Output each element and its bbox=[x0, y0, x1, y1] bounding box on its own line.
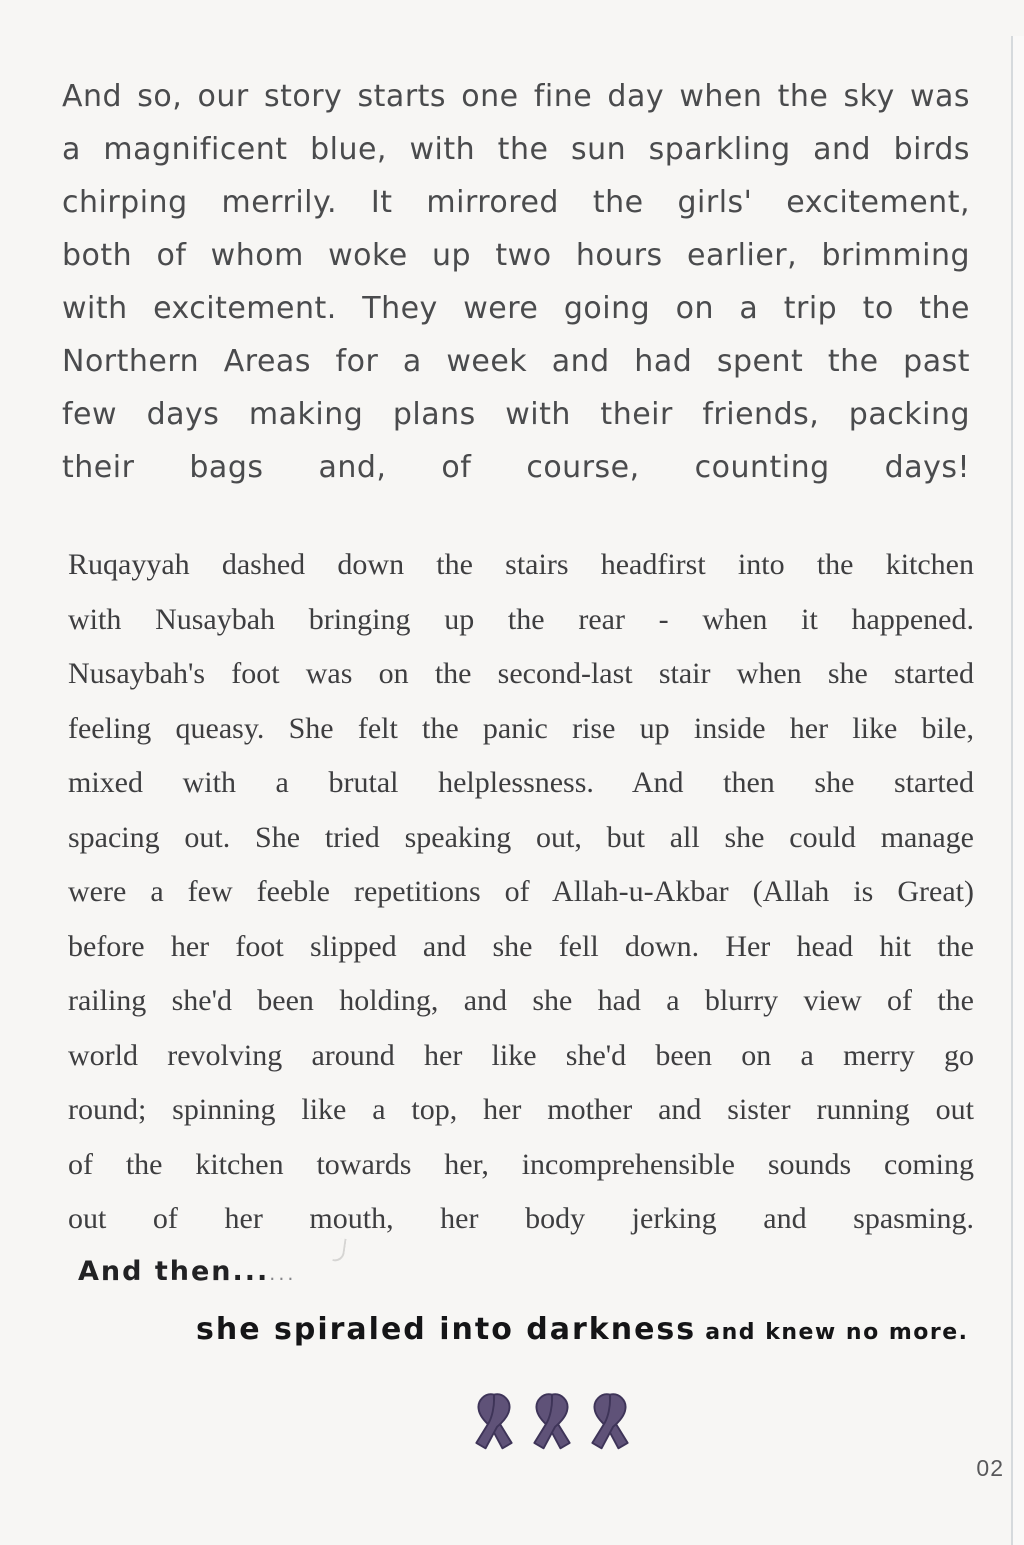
finale-tail-inner: and knew no more. bbox=[705, 1320, 969, 1345]
text-line: railing she'd been holding, and she had a blurry view of the bbox=[68, 984, 974, 1017]
text-line: Ruqayyah dashed down the stairs headfirst into the kitchen bbox=[68, 548, 974, 581]
finale-line bbox=[196, 1312, 990, 1347]
text-line: spacing out. She tried speaking out, but all she could manage bbox=[68, 820, 974, 854]
text-line: world revolving around her like she'd been on a merry go bbox=[68, 1038, 974, 1072]
scan-edge-artifact bbox=[1011, 36, 1024, 1545]
page-number: 02 bbox=[976, 1455, 1004, 1481]
text-line: Nusaybah's foot was on the second-last stair when she started bbox=[68, 657, 974, 690]
text-line: of the kitchen towards her, incomprehensible sounds coming bbox=[68, 1147, 974, 1181]
body-paragraph bbox=[68, 538, 974, 1247]
awareness-ribbon-icon bbox=[587, 1382, 633, 1464]
text-line: round; spinning like a top, her mother and sister running out bbox=[68, 1093, 974, 1126]
text-line: with Nusaybah bringing up the rear - when it happened. bbox=[68, 602, 974, 636]
awareness-ribbon-icon bbox=[471, 1382, 517, 1464]
text-line: feeling queasy. She felt the panic rise up inside her like bile, bbox=[68, 711, 974, 745]
text-line: Northern Areas for a week and had spent the past bbox=[62, 344, 970, 379]
text-line: both of whom woke up two hours earlier, brimming bbox=[62, 238, 970, 273]
finale-main-text: she spiraled into darkness bbox=[196, 1312, 697, 1347]
and-then-bold: And then... bbox=[78, 1256, 270, 1287]
and-then-trail-dots: ... bbox=[269, 1263, 297, 1285]
text-line: few days making plans with their friends, packing bbox=[62, 397, 970, 432]
text-line: before her foot slipped and she fell down. Her head hit the bbox=[68, 929, 974, 963]
text-line: a magnificent blue, with the sun sparkling and birds bbox=[62, 132, 970, 167]
finale-tail-text bbox=[696, 1320, 968, 1345]
and-then-text bbox=[78, 1256, 296, 1287]
text-line: with excitement. They were going on a trip to the bbox=[62, 291, 970, 326]
text-line: chirping merrily. It mirrored the girls' excitement, bbox=[62, 185, 970, 220]
text-line: out of her mouth, her body jerking and spasming. bbox=[68, 1202, 974, 1235]
intro-paragraph bbox=[62, 70, 970, 494]
text-line: their bags and, of course, counting days! bbox=[62, 450, 970, 485]
text-line: mixed with a brutal helplessness. And then she started bbox=[68, 766, 974, 799]
text-line: were a few feeble repetitions of Allah-u-Akbar (Allah is Great) bbox=[68, 875, 974, 908]
stray-pencil-mark bbox=[332, 1237, 346, 1262]
text-line: And so, our story starts one fine day when the sky was bbox=[62, 79, 970, 114]
awareness-ribbon-row bbox=[40, 1382, 1024, 1464]
awareness-ribbon-icon bbox=[529, 1382, 575, 1464]
